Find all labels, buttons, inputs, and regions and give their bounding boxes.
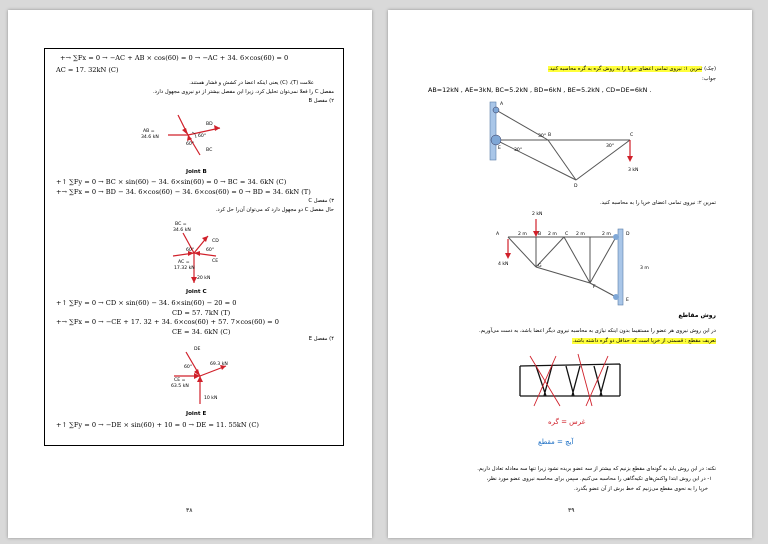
joint-c-caption: Joint C [186,289,207,295]
equation-joint-b-fy: +↑ ∑Fy = 0 → BC × sin(60) − 34. 6×sin(60) = 0 → BC = 34. 6kN (C) [56,178,287,186]
joint-b-bc-label: BC [206,148,213,153]
note-text-2: ۱- در این روش ابتدا واکنش‌های تکیه‌گاهی را محاسبه می‌کنیم. سپس برای محاسبه نیروی عضو مورد نظر، [486,476,712,482]
answer-values: AB=12kN , AE=3kN, BC=5.2kN , BD=6kN , BE=5.2kN , CD=DE=6kN . [428,86,652,94]
equation-joint-b-fx: +→ ∑Fx = 0 → BD − 34. 6×cos(60) − 34. 6×cos(60) = 0 → BD = 34. 6kN (T) [56,188,311,196]
joint-e-force-value: 69.3 kN [210,362,228,367]
truss-1-load: 3 kN [628,168,639,173]
truss-2-node-c: C [565,232,569,237]
truss-2-node-b: B [538,232,542,237]
joint-e-angle: 60° [184,365,193,370]
truss-1-node-a: A [500,102,504,107]
exercise-1-prompt: تمرین ۱: نیروی تمامی اعضای خرپا را به روش گره به گره محاسبه کنید. [548,66,703,72]
truss-2-node-g: G [538,264,542,269]
truss-2-node-f: F [593,285,596,290]
joint-e-load: 10 kN [204,396,218,401]
truss-2-dim-4: 2 m [602,232,611,237]
equation-joint-c-fx: +→ ∑Fx = 0 → −CE + 17. 32 + 34. 6×cos(60) + 57. 7×cos(60) = 0 [56,318,279,326]
truss-2-dim-2: 2 m [548,232,557,237]
joint-b-ab-label: AB = [143,129,155,134]
joint-c-angle-2: 60° [206,248,215,253]
truss-1-angle-1: 30° [514,148,523,153]
joint-e-caption: Joint E [186,411,207,417]
truss-1-angle-2: 30° [538,134,547,139]
truss-2-load-2: 4 kN [498,262,509,267]
heading-joint-c: ۳) مفصل C [308,198,334,204]
section-definition: تعریف مقطع : قسمتی از خرپا است که حداقل دو گره داشته باشد. [572,338,716,344]
handwritten-note-2: آیچ = مقطع [538,438,574,446]
joint-c-bc-value: 34.6 kN [173,228,191,233]
truss-1-diagram [488,98,658,188]
hand-sketch-truss [516,352,626,410]
joint-c-ce-label: CE [212,259,219,264]
joint-b-ab-value: 34.6 kN [141,135,159,140]
truss-1-node-b: B [548,133,552,138]
handwritten-note-1: غرس = گره [548,418,586,426]
joint-c-ac-label: AC = [178,260,190,265]
exercise-2-text: تمرین ۲: نیروی تمامی اعضای خرپا را به محاسبه کنید. [600,200,716,206]
truss-1-node-c: C [630,133,634,138]
truss-2-diagram [498,215,638,305]
text-tension-compression-note: علامت (T)، (C) یعنی اینکه اعضا در کشش و فشار هستند. [189,80,314,86]
joint-c-bc-label: BC = [175,222,187,227]
note-text-3: خرپا را به نحوی مقطع می‌زنیم که خط برش از آن عضو بگذرد. [573,486,708,492]
joint-c-angle-1: 60° [186,248,195,253]
truss-1-node-d: D [574,184,578,189]
truss-2-dim-3: 2 m [576,232,585,237]
joint-c-ac-value: 17.32 kN [174,266,195,271]
equation-joint-c-fy: +↑ ∑Fy = 0 → CD × sin(60) − 34. 6×sin(60) − 20 = 0 [56,299,237,307]
text-joint-c-note: مفصل C را فعلا نمی‌توان تحلیل کرد، زیرا این مفصل بیشتر از دو نیروی مجهول دارد. [152,89,334,95]
right-page [388,10,752,538]
joint-e-ce-value: 63.5 kN [171,384,189,389]
truss-2-dim-5: 3 m [640,266,649,271]
joint-c-load: 20 kN [197,276,211,281]
joint-c-cd-label: CD [212,239,219,244]
section-text-1: در این روش نیروی هر عضو را مستقیما بدون اینکه نیازی به محاسبه نیروی دیگر اعضا باشد، به دست می‌آوریم. [478,328,716,334]
truss-2-load-1: 2 kN [532,212,543,217]
joint-b-angle-2: 60° [186,142,195,147]
heading-joint-e: ۴) مفصل E [308,336,334,342]
equation-cd-result: CD = 57. 7kN (T) [172,309,231,317]
truss-2-node-a: A [496,232,500,237]
note-text-1: نکته: در این روش باید به گونه‌ای مقطع بزنیم که بیشتر از سه عضو بریده نشود زیرا تنها سه معادله تعادل داریم. [477,466,716,472]
joint-e-ce-label: CE = [174,378,186,383]
joint-b-caption: Joint B [186,169,207,175]
equation-joint-e-fy: +↑ ∑Fy = 0 → −DE × sin(60) + 10 = 0 → DE = 11. 55kN (C) [56,421,259,429]
exercise-1-text [548,66,716,72]
section-title: روش مقاطع [678,312,716,319]
left-page [8,10,372,538]
truss-2-node-e: E [626,298,629,303]
equation-sum-fx-joint-a: +→ ∑Fx = 0 → −AC + AB × cos(60) = 0 → −AC + 34. 6×cos(60) = 0 [60,54,289,62]
heading-joint-b: ۲) مفصل B [308,98,334,104]
page-number-left: ۳۸ [186,507,193,514]
exercise-1-extra: (چک) [704,66,716,72]
equation-ce-result: CE = 34. 6kN (C) [172,328,231,336]
equation-ac-result: AC = 17. 32kN (C) [56,66,119,74]
truss-1-angle-3: 30° [606,144,615,149]
truss-1-node-e: E [498,146,501,151]
page-number-right: ۳۹ [568,507,575,514]
joint-b-angle-1: 60° [198,134,207,139]
truss-2-node-d: D [626,232,630,237]
joint-e-de-label: DE [194,347,201,352]
truss-2-dim-1: 2 m [518,232,527,237]
answer-label: جواب: [702,76,716,82]
section-text-2 [572,338,716,344]
joint-b-bd-label: BD [206,122,213,127]
text-joint-c-two-unknowns: حال مفصل C دو مجهول دارد که می‌توان آن‌را حل کرد. [215,207,334,213]
